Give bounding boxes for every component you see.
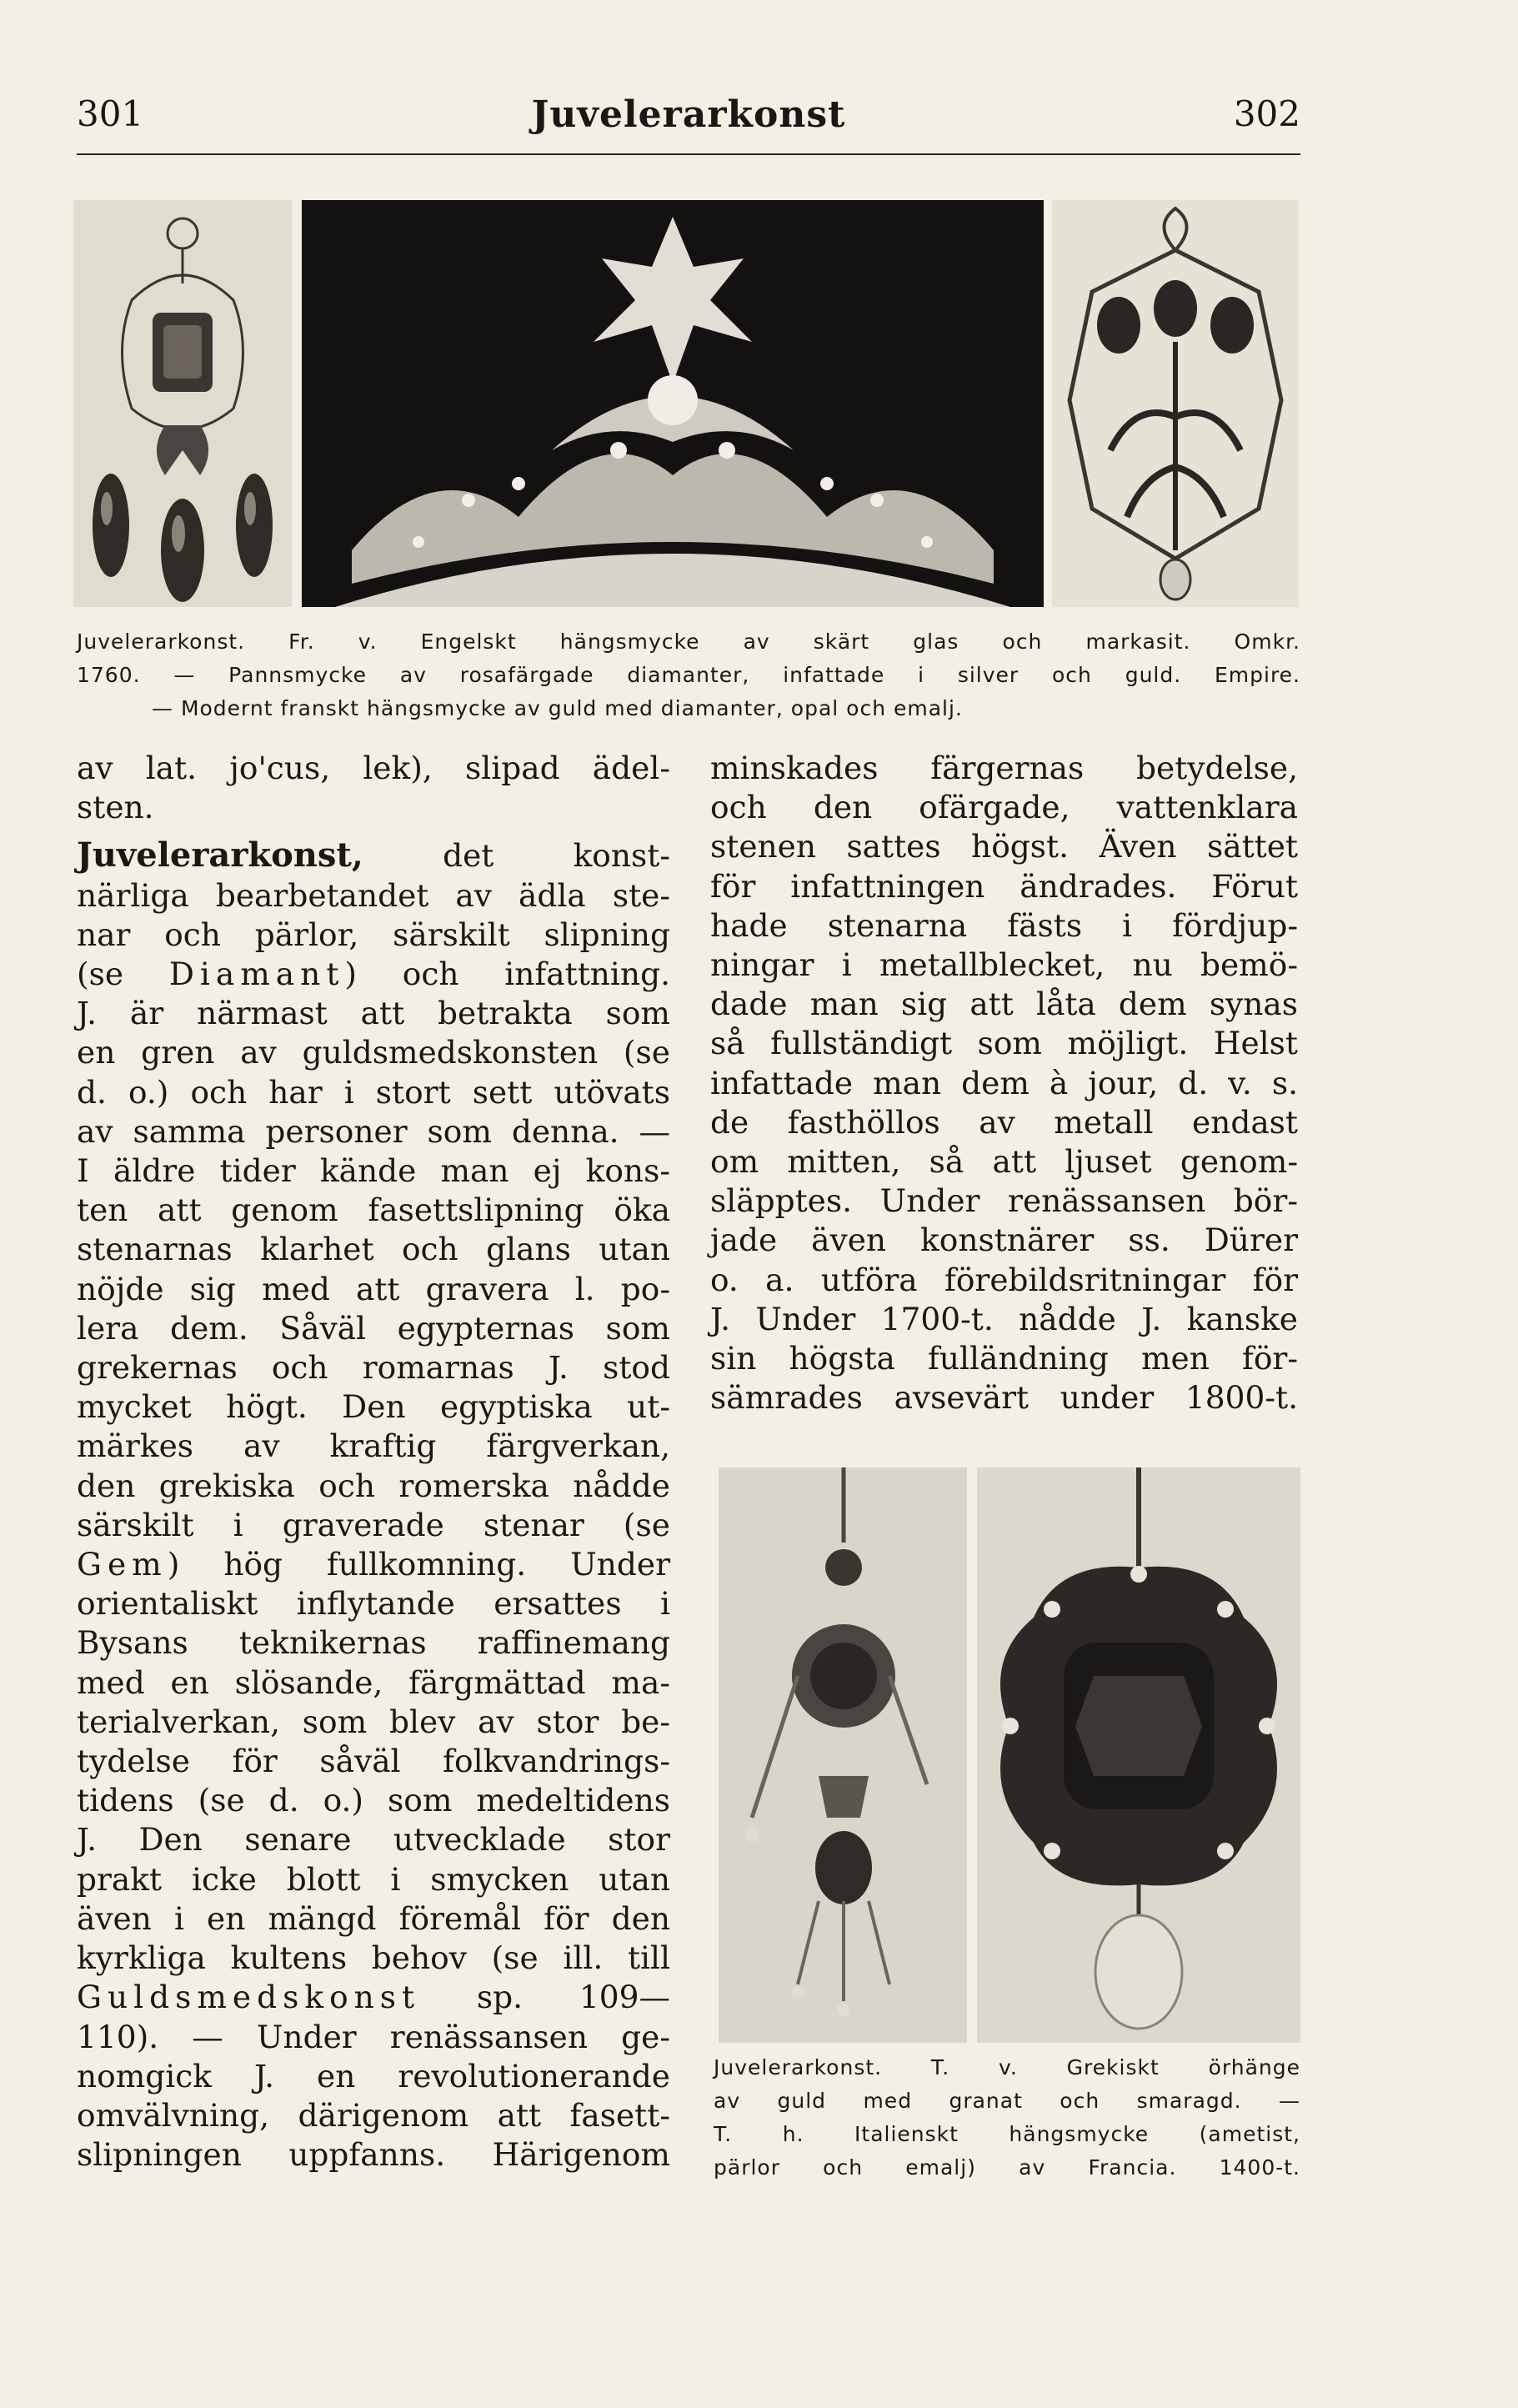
- photo-italian-pendant: [977, 1467, 1300, 2043]
- text-line: orientaliskt inflytande ersattes i: [77, 1585, 670, 1623]
- text-line: [77, 955, 670, 994]
- text-line: ningar i metallblecket, nu bemö-: [710, 946, 1298, 984]
- text-line: märkes av kraftig färgverkan,: [77, 1427, 670, 1465]
- text-line: så fullständigt som möjligt. Helst: [710, 1025, 1298, 1062]
- text-run: sp. 109—: [420, 1979, 670, 2016]
- text-line: dade man sig att låta dem synas: [710, 986, 1298, 1023]
- text-line: en gren av guldsmedskonsten (se: [77, 1034, 670, 1071]
- photo-french-pendant: [1052, 200, 1299, 607]
- text-line: sten.: [77, 789, 154, 826]
- text-line: omvälvning, därigenom att fasett-: [77, 2096, 670, 2134]
- text-line: stenarnas klarhet och glans utan: [77, 1231, 670, 1268]
- text-line: lera dem. Såväl egypternas som: [77, 1309, 670, 1347]
- caption-line: Juvelerarkonst. Fr. v. Engelskt hängsmycke av skärt glas och markasit. Omkr.: [77, 630, 1300, 654]
- text-line: jade även konstnärer ss. Dürer: [710, 1222, 1298, 1259]
- text-line: släpptes. Under renässansen bör-: [710, 1182, 1298, 1220]
- cross-reference: Diamant: [168, 956, 345, 993]
- text-line: nöjde sig med att gravera l. po-: [77, 1270, 670, 1307]
- entry-headword: Juvelerarkonst,: [77, 835, 363, 875]
- right-page-number: 302: [1233, 93, 1300, 134]
- text-line: nomgick J. en revolutionerande: [77, 2057, 670, 2094]
- text-line: av lat. jo'cus, lek), slipad ädel-: [77, 750, 670, 786]
- top-figure-caption: [77, 625, 1300, 725]
- text-line: nar och pärlor, särskilt slipning: [77, 916, 670, 953]
- text-line: o. a. utföra förebildsritningar för: [710, 1261, 1298, 1298]
- caption-line: pärlor och emalj) av Francia. 1400-t.: [714, 2155, 1300, 2180]
- text-line: hade stenarna fästs i fördjup-: [710, 906, 1298, 944]
- text-line: och den ofärgade, vattenklara: [710, 789, 1298, 826]
- caption-line: T. h. Italienskt hängsmycke (ametist,: [714, 2122, 1300, 2146]
- caption-line: Juvelerarkonst. T. v. Grekiskt örhänge: [714, 2055, 1300, 2079]
- photo-greek-earring: [719, 1467, 967, 2043]
- text-line: särskilt i graverade stenar (se: [77, 1506, 670, 1543]
- text-line: mycket högt. Den egyptiska ut-: [77, 1388, 670, 1426]
- caption-line: 1760. — Pannsmycke av rosafärgade diamanter, infattade i silver och guld. Empire.: [77, 663, 1300, 687]
- text-line: tidens (se d. o.) som medeltidens: [77, 1782, 670, 1819]
- photo-english-pendant: [73, 200, 292, 607]
- photo-diamond-tiara: [302, 200, 1044, 607]
- text-line: [77, 1545, 670, 1584]
- left-page-number: 301: [77, 93, 144, 134]
- page-header: [77, 93, 1300, 143]
- text-run: det konst-: [443, 837, 671, 875]
- text-line: närliga bearbetandet av ädla ste-: [77, 876, 670, 914]
- running-title: Juvelerarkonst: [531, 93, 846, 136]
- text-line: de fasthöllos av metall endast: [710, 1103, 1298, 1141]
- cross-reference: Guldsmedskonst: [77, 1979, 421, 2016]
- text-line: [77, 1978, 670, 2017]
- text-line: sämrades avsevärt under 1800-t.: [710, 1379, 1298, 1417]
- text-line: terialverkan, som blev av stor be-: [77, 1703, 670, 1740]
- text-line: Bysans teknikernas raffinemang: [77, 1624, 670, 1662]
- text-line: av samma personer som denna. —: [77, 1112, 670, 1150]
- right-text-column: [710, 749, 1298, 1417]
- text-line: slipningen uppfanns. Härigenom: [77, 2136, 670, 2174]
- text-line: grekernas och romarnas J. stod: [77, 1349, 670, 1387]
- text-run: ) och infattning.: [344, 956, 670, 993]
- text-run: ) hög fullkomning. Under: [167, 1546, 670, 1583]
- text-line: stenen sattes högst. Även sättet: [710, 828, 1298, 865]
- text-line: om mitten, så att ljuset genom-: [710, 1143, 1298, 1181]
- left-text-column: [77, 749, 670, 2175]
- text-line: d. o.) och har i stort sett utövats: [77, 1073, 670, 1111]
- text-line: minskades färgernas betydelse,: [710, 750, 1298, 786]
- bottom-figure-caption: [714, 2051, 1300, 2185]
- text-line: I äldre tider kände man ej kons-: [77, 1152, 670, 1190]
- text-line: den grekiska och romerska nådde: [77, 1467, 670, 1504]
- text-line: prakt icke blott i smycken utan: [77, 1860, 670, 1898]
- text-run: (se: [77, 956, 124, 993]
- text-line: infattade man dem à jour, d. v. s.: [710, 1064, 1298, 1101]
- text-line: för infattningen ändrades. Förut: [710, 867, 1298, 905]
- text-line: [77, 835, 670, 875]
- text-line: J. Den senare utvecklade stor: [77, 1821, 670, 1859]
- text-line: sin högsta fulländning men för-: [710, 1340, 1298, 1377]
- text-line: J. Under 1700-t. nådde J. kanske: [710, 1300, 1298, 1337]
- text-line: med en slösande, färgmättad ma-: [77, 1663, 670, 1701]
- caption-line: av guld med granat och smaragd. —: [714, 2089, 1300, 2113]
- text-line: 110). — Under renässansen ge-: [77, 2018, 670, 2055]
- caption-line: — Modernt franskt hängsmycke av guld med diamanter, opal och emalj.: [152, 696, 963, 720]
- text-line: ten att genom fasettslipning öka: [77, 1191, 670, 1229]
- text-line: J. är närmast att betrakta som: [77, 995, 670, 1032]
- text-line: kyrkliga kultens behov (se ill. till: [77, 1939, 670, 1977]
- header-rule: [77, 153, 1300, 155]
- text-line: även i en mängd föremål för den: [77, 1899, 670, 1937]
- text-line: tydelse för såväl folkvandrings-: [77, 1743, 670, 1780]
- cross-reference: Gem: [77, 1546, 168, 1583]
